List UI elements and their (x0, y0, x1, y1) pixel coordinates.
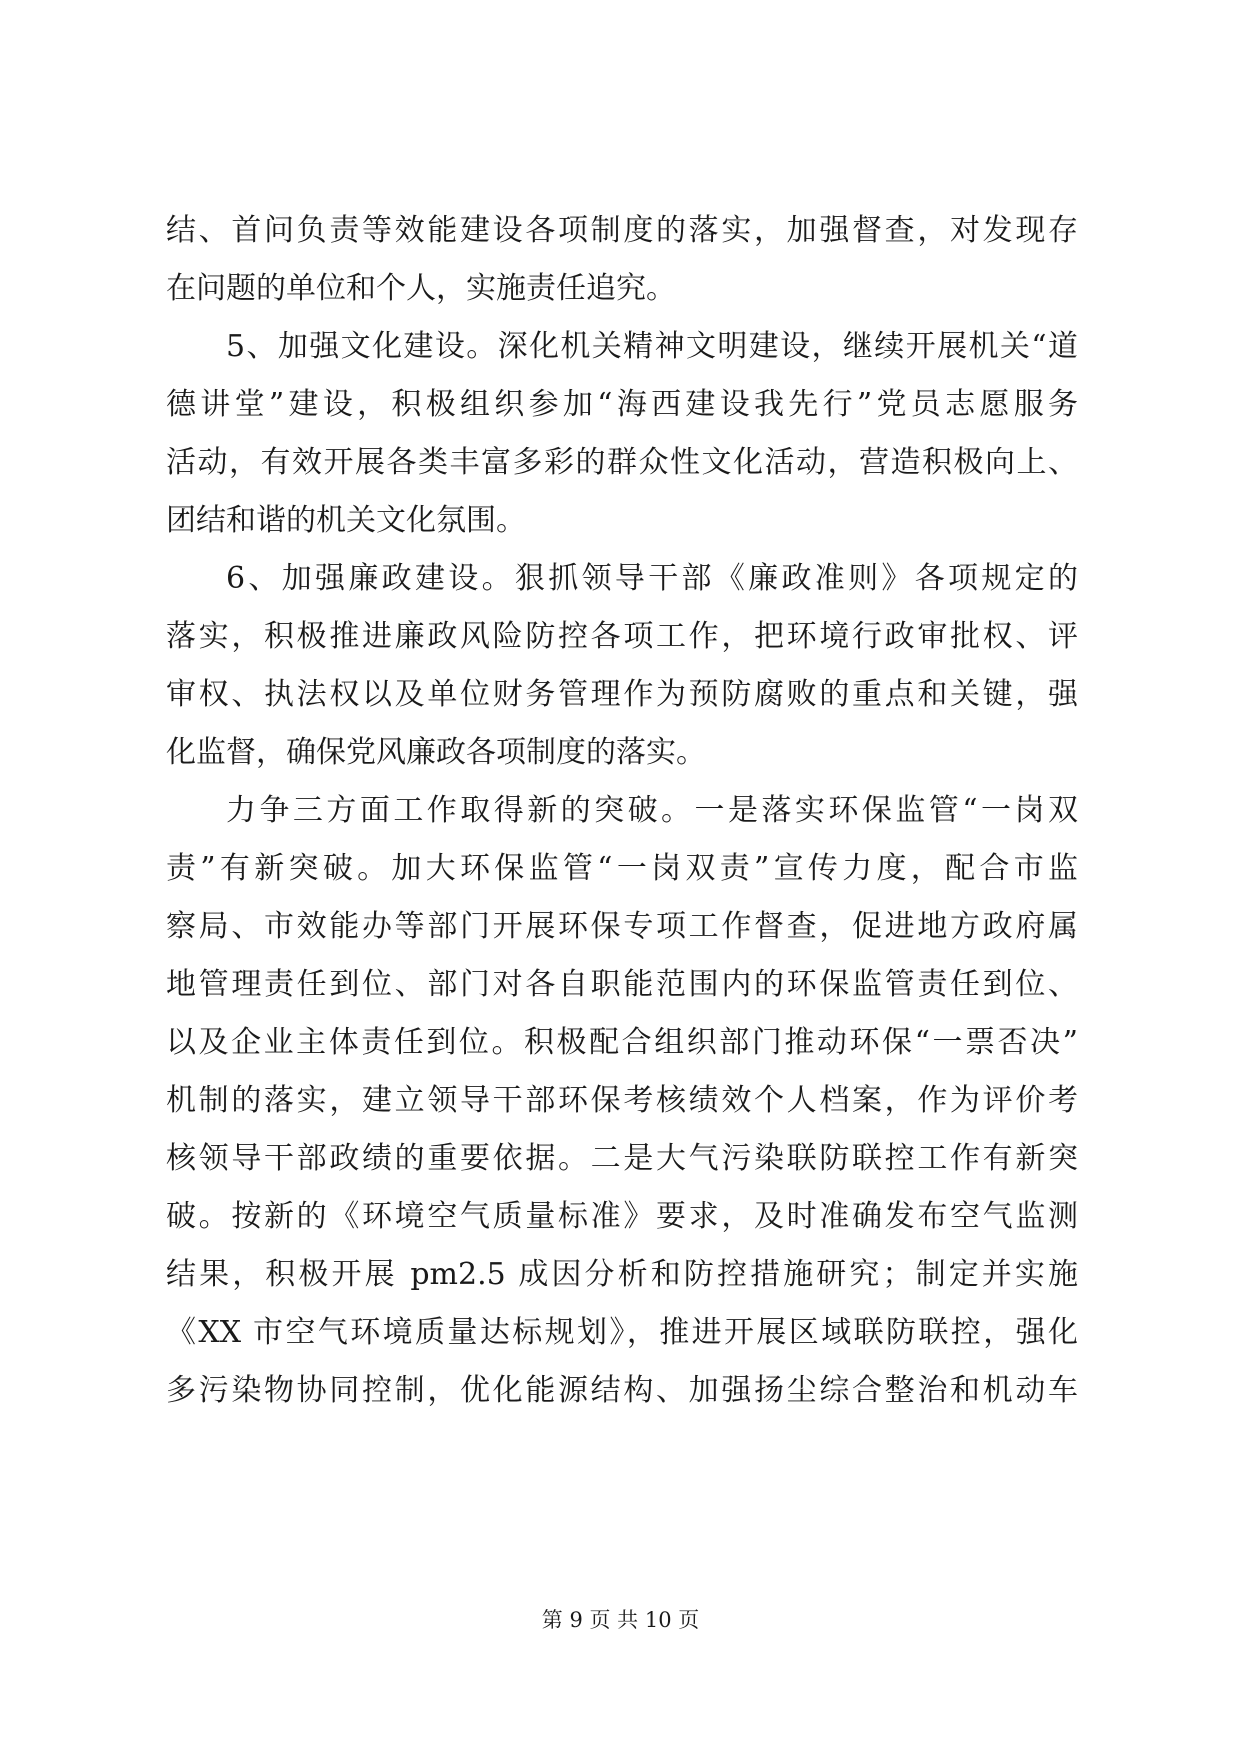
paragraph-line: 化监督，确保党风廉政各项制度的落实。 (166, 735, 706, 770)
paragraph-line: 多污染物协同控制，优化能源结构、加强扬尘综合整治和机动车 (166, 1373, 1078, 1408)
page-number-footer: 第 9 页 共 10 页 (541, 1608, 700, 1632)
paragraph-line: 6、加强廉政建设。狠抓领导干部《廉政准则》各项规定的 (226, 561, 1078, 596)
paragraph-line: 机制的落实，建立领导干部环保考核绩效个人档案，作为评价考 (166, 1083, 1078, 1118)
paragraph-line: 活动，有效开展各类丰富多彩的群众性文化活动，营造积极向上、 (166, 445, 1078, 480)
paragraph-line: 破。按新的《环境空气质量标准》要求，及时准确发布空气监测 (166, 1199, 1078, 1234)
paragraph-line: 在问题的单位和个人，实施责任追究。 (166, 271, 676, 306)
paragraph-line: 落实，积极推进廉政风险防控各项工作，把环境行政审批权、评 (166, 619, 1078, 654)
paragraph-line: 结、首问负责等效能建设各项制度的落实，加强督查，对发现存 (166, 213, 1078, 248)
paragraph-line: 察局、市效能办等部门开展环保专项工作督查，促进地方政府属 (166, 909, 1078, 944)
paragraph-line: 审权、执法权以及单位财务管理作为预防腐败的重点和关键，强 (166, 677, 1078, 712)
paragraph-line: 以及企业主体责任到位。积极配合组织部门推动环保“一票否决” (166, 1025, 1078, 1060)
paragraph-line: 结果，积极开展 pm2.5 成因分析和防控措施研究；制定并实施 (166, 1257, 1078, 1292)
paragraph-line: 德讲堂”建设，积极组织参加“海西建设我先行”党员志愿服务 (166, 387, 1078, 422)
paragraph-line: 5、加强文化建设。深化机关精神文明建设，继续开展机关“道 (226, 329, 1078, 364)
paragraph-line: 责”有新突破。加大环保监管“一岗双责”宣传力度，配合市监 (166, 851, 1078, 886)
paragraph-line: 团结和谐的机关文化氛围。 (166, 503, 526, 538)
paragraph-line: 力争三方面工作取得新的突破。一是落实环保监管“一岗双 (226, 793, 1078, 828)
paragraph-line: 核领导干部政绩的重要依据。二是大气污染联防联控工作有新突 (166, 1141, 1078, 1176)
paragraph-line: 《XX 市空气环境质量达标规划》，推进开展区域联防联控，强化 (166, 1315, 1078, 1350)
paragraph-line: 地管理责任到位、部门对各自职能范围内的环保监管责任到位、 (166, 967, 1078, 1002)
